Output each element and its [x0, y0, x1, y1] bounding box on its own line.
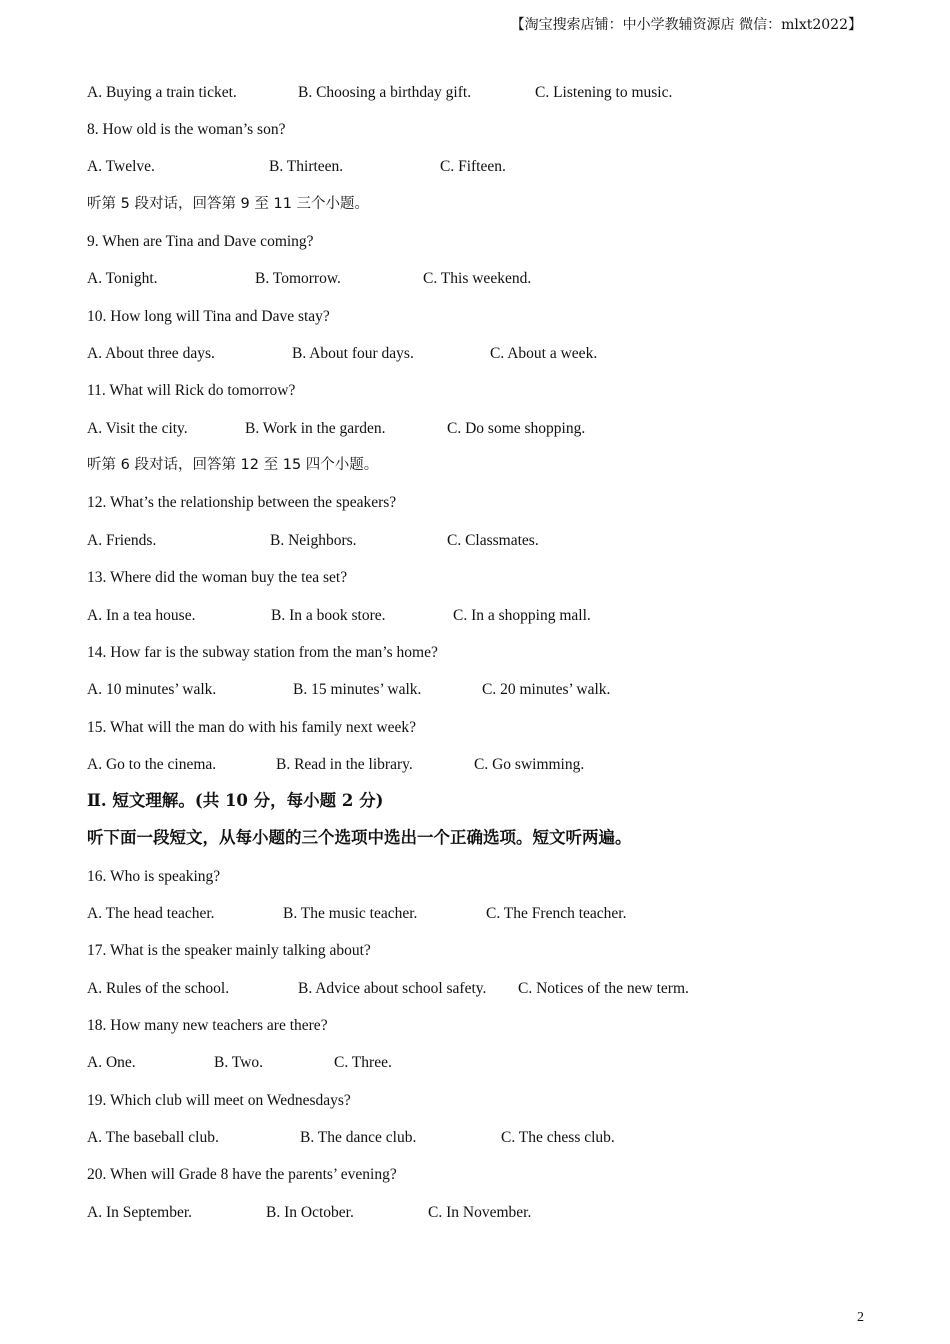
q11-option-b: B. Work in the garden. [245, 420, 386, 437]
q9-question: 9. When are Tina and Dave coming? [87, 233, 314, 250]
q7-option-a: A. Buying a train ticket. [87, 84, 237, 101]
q14-option-b: B. 15 minutes’ walk. [293, 681, 422, 698]
q20-option-b: B. In October. [266, 1204, 354, 1221]
q17-option-b: B. Advice about school safety. [298, 980, 487, 997]
q10-option-a: A. About three days. [87, 345, 215, 362]
q19-option-c: C. The chess club. [501, 1129, 615, 1146]
q20-option-c: C. In November. [428, 1204, 532, 1221]
q15-option-a: A. Go to the cinema. [87, 756, 217, 773]
q20-question: 20. When will Grade 8 have the parents’ evening? [87, 1166, 397, 1183]
q10-question: 10. How long will Tina and Dave stay? [87, 308, 330, 325]
q17-question: 17. What is the speaker mainly talking about? [87, 942, 371, 959]
q9-option-c: C. This weekend. [423, 270, 532, 287]
q9-option-a: A. Tonight. [87, 270, 158, 287]
q7-option-c: C. Listening to music. [535, 84, 673, 101]
q16-option-c: C. The French teacher. [486, 905, 627, 922]
q11-option-a: A. Visit the city. [87, 420, 188, 437]
q16-option-a: A. The head teacher. [87, 905, 215, 922]
q11-question: 11. What will Rick do tomorrow? [87, 382, 296, 399]
q15-option-c: C. Go swimming. [474, 756, 585, 773]
q19-option-b: B. The dance club. [300, 1129, 417, 1146]
q18-option-c: C. Three. [334, 1054, 392, 1071]
q13-option-c: C. In a shopping mall. [453, 607, 591, 624]
page-number: 2 [857, 1310, 864, 1325]
q13-option-b: B. In a book store. [271, 607, 386, 624]
q12-option-a: A. Friends. [87, 532, 157, 549]
q9-option-b: B. Tomorrow. [255, 270, 341, 287]
q18-option-b: B. Two. [214, 1054, 264, 1071]
q7-option-b: B. Choosing a birthday gift. [298, 84, 472, 101]
section-intro-6: 听第 6 段对话，回答第 12 至 15 四个小题。 [87, 457, 379, 473]
q19-question: 19. Which club will meet on Wednesdays? [87, 1092, 351, 1109]
section-2-title: Ⅱ. 短文理解。(共 10 分，每小题 2 分) [87, 791, 384, 810]
q11-option-c: C. Do some shopping. [447, 420, 586, 437]
q19-option-a: A. The baseball club. [87, 1129, 219, 1146]
q8-option-b: B. Thirteen. [269, 158, 344, 175]
q20-option-a: A. In September. [87, 1204, 193, 1221]
section-intro-5: 听第 5 段对话，回答第 9 至 11 三个小题。 [87, 196, 370, 212]
header-note: 【淘宝搜索店铺：中小学教辅资源店 微信：mlxt2022】 [510, 17, 862, 33]
q17-option-a: A. Rules of the school. [87, 980, 230, 997]
q18-question: 18. How many new teachers are there? [87, 1017, 328, 1034]
q13-option-a: A. In a tea house. [87, 607, 196, 624]
q8-option-a: A. Twelve. [87, 158, 155, 175]
q17-option-c: C. Notices of the new term. [518, 980, 689, 997]
q18-option-a: A. One. [87, 1054, 136, 1071]
q14-option-c: C. 20 minutes’ walk. [482, 681, 611, 698]
q15-question: 15. What will the man do with his family next week? [87, 719, 417, 736]
q14-option-a: A. 10 minutes’ walk. [87, 681, 217, 698]
q13-question: 13. Where did the woman buy the tea set? [87, 569, 348, 586]
q8-question: 8. How old is the woman’s son? [87, 121, 286, 138]
q16-option-b: B. The music teacher. [283, 905, 418, 922]
q8-option-c: C. Fifteen. [440, 158, 506, 175]
q10-option-b: B. About four days. [292, 345, 414, 362]
q10-option-c: C. About a week. [490, 345, 598, 362]
q12-option-b: B. Neighbors. [270, 532, 357, 549]
q15-option-b: B. Read in the library. [276, 756, 413, 773]
q16-question: 16. Who is speaking? [87, 868, 221, 885]
q12-option-c: C. Classmates. [447, 532, 539, 549]
section-2-instruction: 听下面一段短文，从每小题的三个选项中选出一个正确选项。短文听两遍。 [87, 828, 632, 847]
q14-question: 14. How far is the subway station from the man’s home? [87, 644, 438, 661]
q12-question: 12. What’s the relationship between the speakers? [87, 494, 397, 511]
